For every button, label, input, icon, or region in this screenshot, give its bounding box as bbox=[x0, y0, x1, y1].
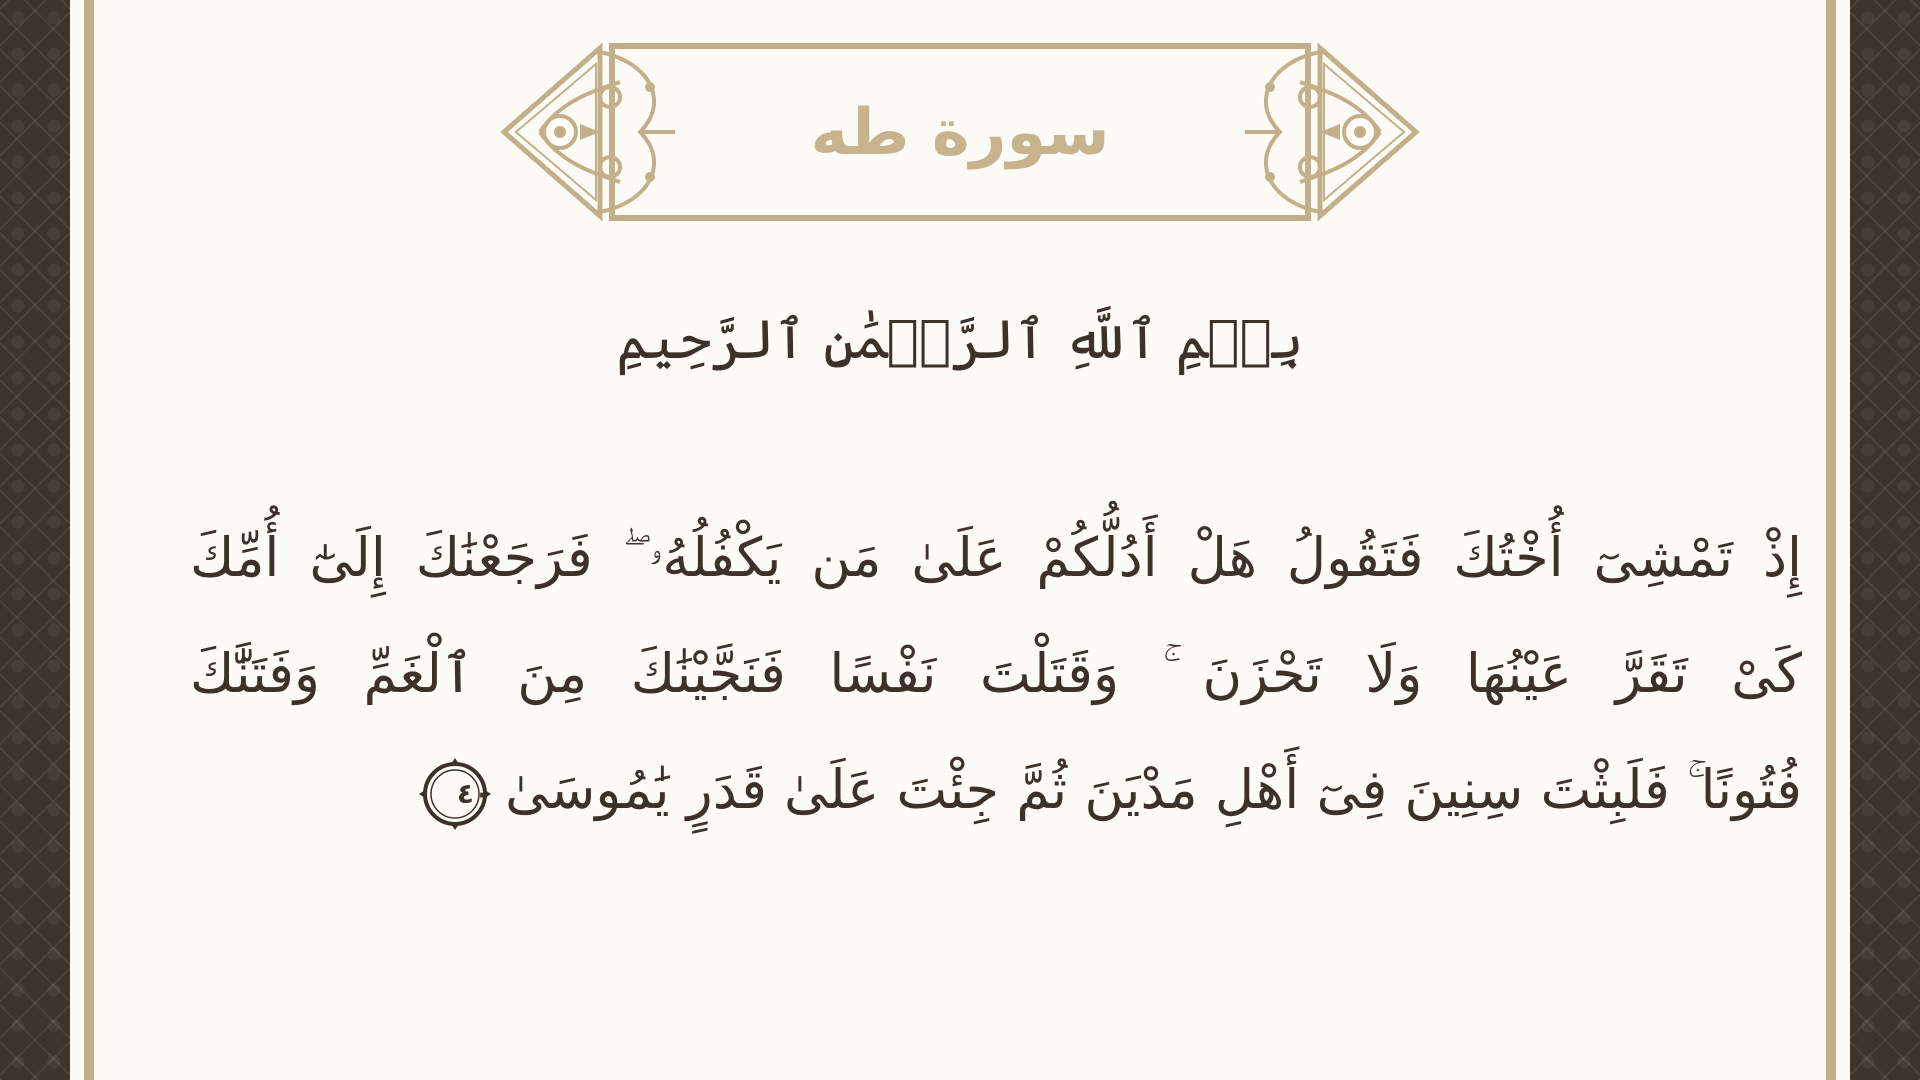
ayah-number-marker bbox=[419, 758, 491, 830]
verse-line-3-text: فُتُونًا ۚ فَلَبِثْتَ سِنِينَ فِىٓ أَهْلِ مَدْيَنَ ثُمَّ جِئْتَ عَلَىٰ قَدَرٍ يَٰمُوسَىٰ bbox=[505, 758, 1802, 821]
verse-line-3 bbox=[190, 732, 1802, 848]
left-gold-rule bbox=[84, 0, 94, 1080]
verse-line-1: إِذْ تَمْشِىٓ أُخْتُكَ فَتَقُولُ هَلْ أَدُلُّكُمْ عَلَىٰ مَن يَكْفُلُهُۥ ۖ فَرَجَعْنَٰكَ إِلَىٰٓ أُمِّكَ bbox=[190, 526, 1802, 589]
basmala: بِسۡمِ ٱللَّهِ ٱلرَّحۡمَٰنِ ٱلرَّحِيمِ bbox=[616, 308, 1304, 371]
ayah-number: ٤٠ bbox=[456, 777, 492, 810]
surah-title: سورة طه bbox=[810, 96, 1110, 170]
verse-text bbox=[190, 500, 1802, 848]
left-ornamental-border bbox=[0, 0, 70, 1080]
right-gold-rule bbox=[1826, 0, 1836, 1080]
right-ornamental-border bbox=[1850, 0, 1920, 1080]
surah-title-banner bbox=[500, 42, 1420, 226]
verse-line-2: كَىْ تَقَرَّ عَيْنُهَا وَلَا تَحْزَنَ ۚ وَقَتَلْتَ نَفْسًا فَنَجَّيْنَٰكَ مِنَ ٱلْغَمِّ وَفَتَنَّٰكَ bbox=[190, 642, 1802, 705]
